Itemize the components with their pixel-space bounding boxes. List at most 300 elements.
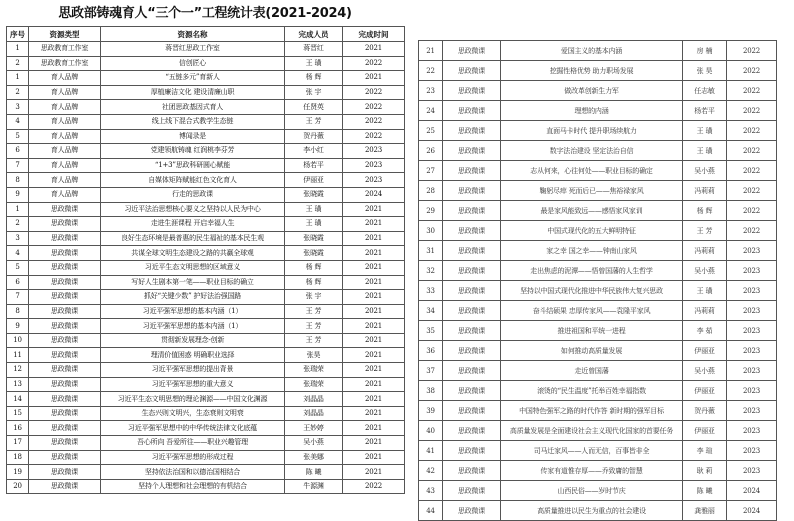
cell-resource-name: 习近平强军思想中的中华传统法律文化底蕴 xyxy=(101,421,285,436)
cell-index: 2 xyxy=(7,217,29,232)
cell-resource-type: 思政微课 xyxy=(443,481,501,501)
cell-completed-by: 冯莉莉 xyxy=(683,301,727,321)
cell-completed-by: 张美娜 xyxy=(285,450,343,465)
cell-completed-by: 张瑞荣 xyxy=(285,363,343,378)
header-completed-by: 完成人员 xyxy=(285,27,343,42)
cell-resource-name: 直面马卡时代 提升职场续航力 xyxy=(501,121,683,141)
cell-completed-by: 任志敏 xyxy=(683,81,727,101)
cell-resource-name: 司马迁家风——人而无信，百事皆非全 xyxy=(501,441,683,461)
cell-completed-by: 张 宇 xyxy=(285,85,343,100)
cell-resource-type: 思政微课 xyxy=(29,392,101,407)
cell-resource-name: 滚烫的“民生温度”托举百姓幸福指数 xyxy=(501,381,683,401)
cell-index: 9 xyxy=(7,187,29,202)
cell-completed-by: 杨 辉 xyxy=(285,71,343,86)
cell-completion-year: 2021 xyxy=(343,260,405,275)
cell-completion-year: 2021 xyxy=(343,421,405,436)
cell-index: 38 xyxy=(419,381,443,401)
cell-completion-year: 2023 xyxy=(727,341,777,361)
cell-completed-by: 王 璜 xyxy=(285,56,343,71)
cell-completed-by: 王 璜 xyxy=(683,281,727,301)
cell-index: 10 xyxy=(7,333,29,348)
table-row xyxy=(419,241,777,261)
cell-resource-type: 育人品牌 xyxy=(29,173,101,188)
statistics-table-left xyxy=(6,26,405,494)
table-row xyxy=(7,144,405,159)
cell-resource-type: 育人品牌 xyxy=(29,71,101,86)
cell-resource-type: 育人品牌 xyxy=(29,129,101,144)
cell-resource-name: 坚持依法治国和以德治国相结合 xyxy=(101,465,285,480)
table-header-row xyxy=(7,27,405,42)
table-row xyxy=(419,501,777,521)
cell-index: 43 xyxy=(419,481,443,501)
table-row xyxy=(7,231,405,246)
cell-completed-by: 王 芳 xyxy=(285,333,343,348)
cell-resource-name: 习近平强军思想的形成过程 xyxy=(101,450,285,465)
cell-resource-type: 思政微课 xyxy=(29,304,101,319)
cell-completed-by: 李 瑄 xyxy=(683,441,727,461)
cell-completed-by: 耿 莉 xyxy=(683,461,727,481)
cell-index: 1 xyxy=(7,71,29,86)
cell-index: 2 xyxy=(7,85,29,100)
cell-completion-year: 2021 xyxy=(343,275,405,290)
cell-resource-type: 育人品牌 xyxy=(29,114,101,129)
cell-completed-by: 刘晶晶 xyxy=(285,406,343,421)
cell-index: 7 xyxy=(7,158,29,173)
cell-index: 22 xyxy=(419,61,443,81)
cell-index: 31 xyxy=(419,241,443,261)
cell-completion-year: 2021 xyxy=(343,333,405,348)
cell-completion-year: 2022 xyxy=(727,221,777,241)
cell-resource-name: 走进生涯课程 开启幸福人生 xyxy=(101,217,285,232)
cell-completion-year: 2023 xyxy=(727,381,777,401)
cell-index: 9 xyxy=(7,319,29,334)
cell-completion-year: 2021 xyxy=(343,304,405,319)
table-row xyxy=(7,304,405,319)
cell-resource-name: 做改革创新生力军 xyxy=(501,81,683,101)
cell-index: 23 xyxy=(419,81,443,101)
cell-completion-year: 2021 xyxy=(343,290,405,305)
cell-resource-type: 思政微课 xyxy=(29,202,101,217)
cell-resource-name: 吾心所向 吾爱所往——职业兴趣管理 xyxy=(101,436,285,451)
cell-completion-year: 2022 xyxy=(727,101,777,121)
cell-resource-type: 思政微课 xyxy=(443,281,501,301)
cell-resource-name: 厚植廉洁文化 建设清廉山职 xyxy=(101,85,285,100)
statistics-table-right xyxy=(418,40,777,521)
cell-resource-type: 思政微课 xyxy=(29,450,101,465)
cell-resource-name: 写好人生剧本第一笔——职业目标的确立 xyxy=(101,275,285,290)
cell-resource-type: 思政微课 xyxy=(443,181,501,201)
cell-index: 39 xyxy=(419,401,443,421)
cell-resource-type: 思政微课 xyxy=(29,436,101,451)
cell-completion-year: 2022 xyxy=(727,81,777,101)
cell-completion-year: 2022 xyxy=(343,114,405,129)
cell-resource-type: 思政微课 xyxy=(29,421,101,436)
cell-completed-by: 王 芳 xyxy=(285,114,343,129)
cell-index: 8 xyxy=(7,304,29,319)
cell-completion-year: 2023 xyxy=(727,321,777,341)
cell-completed-by: 李小红 xyxy=(285,144,343,159)
cell-completion-year: 2021 xyxy=(343,392,405,407)
cell-index: 25 xyxy=(419,121,443,141)
table-row xyxy=(7,290,405,305)
cell-completed-by: 龚雅丽 xyxy=(683,501,727,521)
cell-resource-name: 线上线下混合式教学生态链 xyxy=(101,114,285,129)
cell-completed-by: 陈 曦 xyxy=(683,481,727,501)
cell-resource-name: 山西民俗——岁时节庆 xyxy=(501,481,683,501)
cell-completion-year: 2021 xyxy=(343,406,405,421)
cell-completion-year: 2021 xyxy=(343,217,405,232)
cell-completed-by: 张瑞荣 xyxy=(285,377,343,392)
cell-index: 27 xyxy=(419,161,443,181)
cell-resource-name: 博闻录是 xyxy=(101,129,285,144)
cell-resource-name: 坚持个人理想和社会理想的有机结合 xyxy=(101,479,285,494)
cell-completion-year: 2021 xyxy=(343,450,405,465)
table-row xyxy=(419,41,777,61)
cell-resource-type: 思政微课 xyxy=(443,501,501,521)
cell-resource-type: 思政微课 xyxy=(443,41,501,61)
cell-completion-year: 2022 xyxy=(727,161,777,181)
cell-index: 44 xyxy=(419,501,443,521)
cell-resource-name: 习近平强军思想的基本内涵（1） xyxy=(101,304,285,319)
table-row xyxy=(7,114,405,129)
cell-index: 37 xyxy=(419,361,443,381)
cell-index: 21 xyxy=(419,41,443,61)
cell-completed-by: 伊丽亚 xyxy=(683,341,727,361)
cell-index: 29 xyxy=(419,201,443,221)
cell-completion-year: 2023 xyxy=(727,241,777,261)
cell-index: 34 xyxy=(419,301,443,321)
cell-resource-type: 思政微课 xyxy=(443,241,501,261)
cell-index: 6 xyxy=(7,144,29,159)
cell-resource-type: 思政微课 xyxy=(443,81,501,101)
header-resource-name: 资源名称 xyxy=(101,27,285,42)
table-row xyxy=(7,173,405,188)
table-row xyxy=(7,392,405,407)
cell-index: 35 xyxy=(419,321,443,341)
cell-completed-by: 杨 辉 xyxy=(683,201,727,221)
cell-completion-year: 2022 xyxy=(727,41,777,61)
cell-resource-name: “1+3”思政科研圆心赋能 xyxy=(101,158,285,173)
cell-completion-year: 2023 xyxy=(343,158,405,173)
cell-resource-type: 思政微课 xyxy=(443,441,501,461)
cell-completion-year: 2021 xyxy=(343,436,405,451)
cell-resource-type: 思政微课 xyxy=(443,121,501,141)
cell-index: 30 xyxy=(419,221,443,241)
page-title: 思政部铸魂育人“三个一”工程统计表(2021-2024) xyxy=(58,6,352,21)
cell-resource-type: 思政微课 xyxy=(29,231,101,246)
table-row xyxy=(419,221,777,241)
table-row xyxy=(419,181,777,201)
table-row xyxy=(7,319,405,334)
cell-completed-by: 王妙婷 xyxy=(285,421,343,436)
cell-completion-year: 2021 xyxy=(343,71,405,86)
cell-completion-year: 2022 xyxy=(727,61,777,81)
cell-resource-name: 贯彻新发展理念-创新 xyxy=(101,333,285,348)
table-row xyxy=(419,461,777,481)
cell-completed-by: 张 宇 xyxy=(285,290,343,305)
table-row xyxy=(419,61,777,81)
cell-completed-by: 张晓霞 xyxy=(285,246,343,261)
cell-index: 20 xyxy=(7,479,29,494)
cell-completed-by: 杨 辉 xyxy=(285,275,343,290)
cell-resource-type: 思政微课 xyxy=(29,479,101,494)
cell-completion-year: 2023 xyxy=(727,281,777,301)
cell-completed-by: 吴小燕 xyxy=(683,361,727,381)
cell-resource-type: 思政微课 xyxy=(443,141,501,161)
cell-resource-name: 社团思政基因式育人 xyxy=(101,100,285,115)
cell-resource-type: 思政微课 xyxy=(443,321,501,341)
cell-resource-name: 推进祖国和平统一进程 xyxy=(501,321,683,341)
cell-resource-type: 思政教育工作室 xyxy=(29,42,101,57)
cell-index: 4 xyxy=(7,246,29,261)
cell-completion-year: 2021 xyxy=(343,377,405,392)
cell-resource-name: 家之幸 国之幸——钟南山家风 xyxy=(501,241,683,261)
cell-completed-by: 杨若平 xyxy=(285,158,343,173)
cell-resource-type: 思政微课 xyxy=(29,406,101,421)
cell-resource-name: 高质量推进以民生为重点的社会建设 xyxy=(501,501,683,521)
table-row xyxy=(7,377,405,392)
table-row xyxy=(419,121,777,141)
cell-resource-name: 蒋晋红思政工作室 xyxy=(101,42,285,57)
cell-completed-by: 牛源渊 xyxy=(285,479,343,494)
cell-resource-type: 思政微课 xyxy=(29,275,101,290)
cell-completion-year: 2023 xyxy=(727,401,777,421)
cell-completed-by: 张 昊 xyxy=(683,61,727,81)
cell-resource-type: 思政微课 xyxy=(29,290,101,305)
cell-index: 6 xyxy=(7,275,29,290)
cell-completion-year: 2022 xyxy=(343,85,405,100)
cell-resource-type: 思政微课 xyxy=(29,246,101,261)
table-row xyxy=(7,71,405,86)
cell-resource-type: 育人品牌 xyxy=(29,100,101,115)
cell-resource-type: 思政微课 xyxy=(29,260,101,275)
cell-completed-by: 张晓霞 xyxy=(285,187,343,202)
cell-resource-name: 习近平强军思想的重大意义 xyxy=(101,377,285,392)
table-row xyxy=(7,187,405,202)
cell-resource-name: 奋斗结硕果 忠厚传家风——袁隆平家风 xyxy=(501,301,683,321)
cell-index: 1 xyxy=(7,42,29,57)
table-row xyxy=(419,321,777,341)
cell-resource-name: 习近平强军思想的基本内涵（1） xyxy=(101,319,285,334)
header-index: 序号 xyxy=(7,27,29,42)
table-row xyxy=(7,85,405,100)
cell-index: 18 xyxy=(7,450,29,465)
table-row xyxy=(419,261,777,281)
table-row xyxy=(7,406,405,421)
cell-resource-name: 鞠躬尽瘁 死而后已——焦裕禄家风 xyxy=(501,181,683,201)
cell-resource-type: 思政微课 xyxy=(29,333,101,348)
cell-completed-by: 张晓霞 xyxy=(285,231,343,246)
table-row xyxy=(419,381,777,401)
cell-index: 11 xyxy=(7,348,29,363)
cell-resource-name: 数字法治建设 坚定法治自信 xyxy=(501,141,683,161)
cell-resource-type: 思政微课 xyxy=(443,201,501,221)
cell-index: 16 xyxy=(7,421,29,436)
cell-resource-name: 中国特色强军之路的时代作答 新时期的强军目标 xyxy=(501,401,683,421)
cell-completion-year: 2021 xyxy=(343,202,405,217)
table-row xyxy=(7,217,405,232)
cell-resource-name: 党建领航铸魂 红润桃李芬芳 xyxy=(101,144,285,159)
cell-resource-type: 思政微课 xyxy=(443,361,501,381)
table-row xyxy=(419,161,777,181)
cell-completed-by: 王 璜 xyxy=(683,121,727,141)
cell-index: 28 xyxy=(419,181,443,201)
cell-completion-year: 2023 xyxy=(727,261,777,281)
cell-completion-year: 2024 xyxy=(727,481,777,501)
cell-completion-year: 2022 xyxy=(727,201,777,221)
cell-completion-year: 2022 xyxy=(343,100,405,115)
cell-resource-type: 思政微课 xyxy=(29,348,101,363)
cell-completion-year: 2021 xyxy=(343,348,405,363)
cell-resource-type: 育人品牌 xyxy=(29,187,101,202)
cell-completion-year: 2022 xyxy=(727,121,777,141)
cell-completed-by: 王 芳 xyxy=(285,319,343,334)
cell-index: 8 xyxy=(7,173,29,188)
cell-completion-year: 2023 xyxy=(727,421,777,441)
table-row xyxy=(7,479,405,494)
cell-resource-type: 思政微课 xyxy=(29,465,101,480)
table-row xyxy=(419,201,777,221)
cell-index: 17 xyxy=(7,436,29,451)
cell-index: 14 xyxy=(7,392,29,407)
cell-completion-year: 2023 xyxy=(727,361,777,381)
cell-completion-year: 2021 xyxy=(343,231,405,246)
cell-completed-by: 伊丽亚 xyxy=(683,421,727,441)
cell-completed-by: 房 楠 xyxy=(683,41,727,61)
cell-resource-type: 思政微课 xyxy=(443,261,501,281)
cell-resource-type: 思政微课 xyxy=(29,377,101,392)
cell-resource-type: 思政微课 xyxy=(443,421,501,441)
cell-resource-name: 理想的内涵 xyxy=(501,101,683,121)
cell-completed-by: 吴小燕 xyxy=(683,261,727,281)
cell-completion-year: 2021 xyxy=(343,42,405,57)
cell-completion-year: 2022 xyxy=(727,181,777,201)
cell-completion-year: 2023 xyxy=(727,301,777,321)
cell-completion-year: 2023 xyxy=(727,461,777,481)
header-resource-type: 资源类型 xyxy=(29,27,101,42)
cell-resource-name: 中国式现代化的五大鲜明特征 xyxy=(501,221,683,241)
cell-completed-by: 贺丹薇 xyxy=(683,401,727,421)
cell-resource-name: 信创匠心 xyxy=(101,56,285,71)
header-completion-year: 完成时间 xyxy=(343,27,405,42)
cell-completion-year: 2021 xyxy=(343,465,405,480)
cell-index: 33 xyxy=(419,281,443,301)
table-row xyxy=(7,158,405,173)
cell-completed-by: 陈 曦 xyxy=(285,465,343,480)
cell-resource-name: 走近曾国藩 xyxy=(501,361,683,381)
cell-completion-year: 2023 xyxy=(343,144,405,159)
table-row xyxy=(419,481,777,501)
cell-resource-type: 思政微课 xyxy=(29,319,101,334)
cell-completed-by: 杨若平 xyxy=(683,101,727,121)
cell-index: 5 xyxy=(7,129,29,144)
cell-resource-name: 坚持以中国式现代化推进中华民族伟大复兴思政 xyxy=(501,281,683,301)
cell-resource-type: 思政微课 xyxy=(443,161,501,181)
table-row xyxy=(419,81,777,101)
cell-index: 3 xyxy=(7,231,29,246)
cell-completion-year: 2022 xyxy=(343,56,405,71)
cell-completed-by: 刘晶晶 xyxy=(285,392,343,407)
cell-resource-name: 生态兴则文明兴，生态衰则文明衰 xyxy=(101,406,285,421)
cell-completed-by: 李 茹 xyxy=(683,321,727,341)
cell-resource-name: 行走的思政课 xyxy=(101,187,285,202)
cell-resource-name: 习近平生态文明思想的理论渊源——中国文化渊源 xyxy=(101,392,285,407)
cell-resource-name: 共谋全球文明生态建设之路的共赢全球观 xyxy=(101,246,285,261)
table-row xyxy=(419,361,777,381)
table-row xyxy=(7,42,405,57)
table-row xyxy=(7,246,405,261)
cell-index: 32 xyxy=(419,261,443,281)
cell-resource-type: 思政微课 xyxy=(443,381,501,401)
cell-resource-name: 走出焦虑的泥潭——悟曾国藩的人生哲学 xyxy=(501,261,683,281)
cell-resource-type: 思政微课 xyxy=(29,217,101,232)
cell-resource-name: 理清价值困惑 明确职业选择 xyxy=(101,348,285,363)
cell-completed-by: 冯莉莉 xyxy=(683,181,727,201)
cell-index: 1 xyxy=(7,202,29,217)
cell-resource-type: 思政教育工作室 xyxy=(29,56,101,71)
cell-resource-name: 志从何来，心往何处——职业目标的确定 xyxy=(501,161,683,181)
cell-completed-by: 王 芳 xyxy=(683,221,727,241)
cell-index: 42 xyxy=(419,461,443,481)
cell-completed-by: 杨 辉 xyxy=(285,260,343,275)
cell-resource-name: 习近平生态文明思想的区域意义 xyxy=(101,260,285,275)
table-row xyxy=(7,363,405,378)
cell-completed-by: 冯莉莉 xyxy=(683,241,727,261)
cell-index: 2 xyxy=(7,56,29,71)
cell-completed-by: 王 璜 xyxy=(285,202,343,217)
cell-resource-name: 爱国主义的基本内涵 xyxy=(501,41,683,61)
cell-resource-name: 抓好“关键少数” 护好法治强国路 xyxy=(101,290,285,305)
cell-completed-by: 伊丽亚 xyxy=(285,173,343,188)
cell-resource-name: 最是家风能致远——感悟家风家训 xyxy=(501,201,683,221)
cell-completion-year: 2022 xyxy=(727,141,777,161)
cell-resource-name: 高质量发展是全面建设社会主义现代化国家的首要任务 xyxy=(501,421,683,441)
cell-completed-by: 任贤英 xyxy=(285,100,343,115)
cell-completed-by: 张昊 xyxy=(285,348,343,363)
cell-resource-name: 自媒体矩阵赋能红色文化育人 xyxy=(101,173,285,188)
cell-resource-type: 思政微课 xyxy=(29,363,101,378)
cell-index: 5 xyxy=(7,260,29,275)
cell-index: 12 xyxy=(7,363,29,378)
table-row xyxy=(7,465,405,480)
cell-resource-name: 良好生态环境是最普惠的民生福祉的基本民生观 xyxy=(101,231,285,246)
cell-completed-by: 吴小燕 xyxy=(683,161,727,181)
cell-completion-year: 2024 xyxy=(727,501,777,521)
cell-completed-by: 王 芳 xyxy=(285,304,343,319)
cell-resource-type: 思政微课 xyxy=(443,101,501,121)
cell-completed-by: 伊丽亚 xyxy=(683,381,727,401)
cell-resource-type: 思政微课 xyxy=(443,221,501,241)
cell-index: 4 xyxy=(7,114,29,129)
cell-resource-type: 思政微课 xyxy=(443,301,501,321)
cell-completed-by: 王 璜 xyxy=(285,217,343,232)
cell-index: 26 xyxy=(419,141,443,161)
table-row xyxy=(7,129,405,144)
cell-completed-by: 吴小燕 xyxy=(285,436,343,451)
table-row xyxy=(7,348,405,363)
table-row xyxy=(419,141,777,161)
cell-completion-year: 2022 xyxy=(343,479,405,494)
cell-resource-name: 习近平法治思想核心要义之坚持以人民为中心 xyxy=(101,202,285,217)
table-row xyxy=(7,275,405,290)
cell-resource-type: 思政微课 xyxy=(443,341,501,361)
cell-completion-year: 2023 xyxy=(343,173,405,188)
cell-index: 3 xyxy=(7,100,29,115)
cell-resource-type: 育人品牌 xyxy=(29,158,101,173)
table-row xyxy=(7,421,405,436)
cell-resource-type: 育人品牌 xyxy=(29,144,101,159)
table-row xyxy=(7,260,405,275)
